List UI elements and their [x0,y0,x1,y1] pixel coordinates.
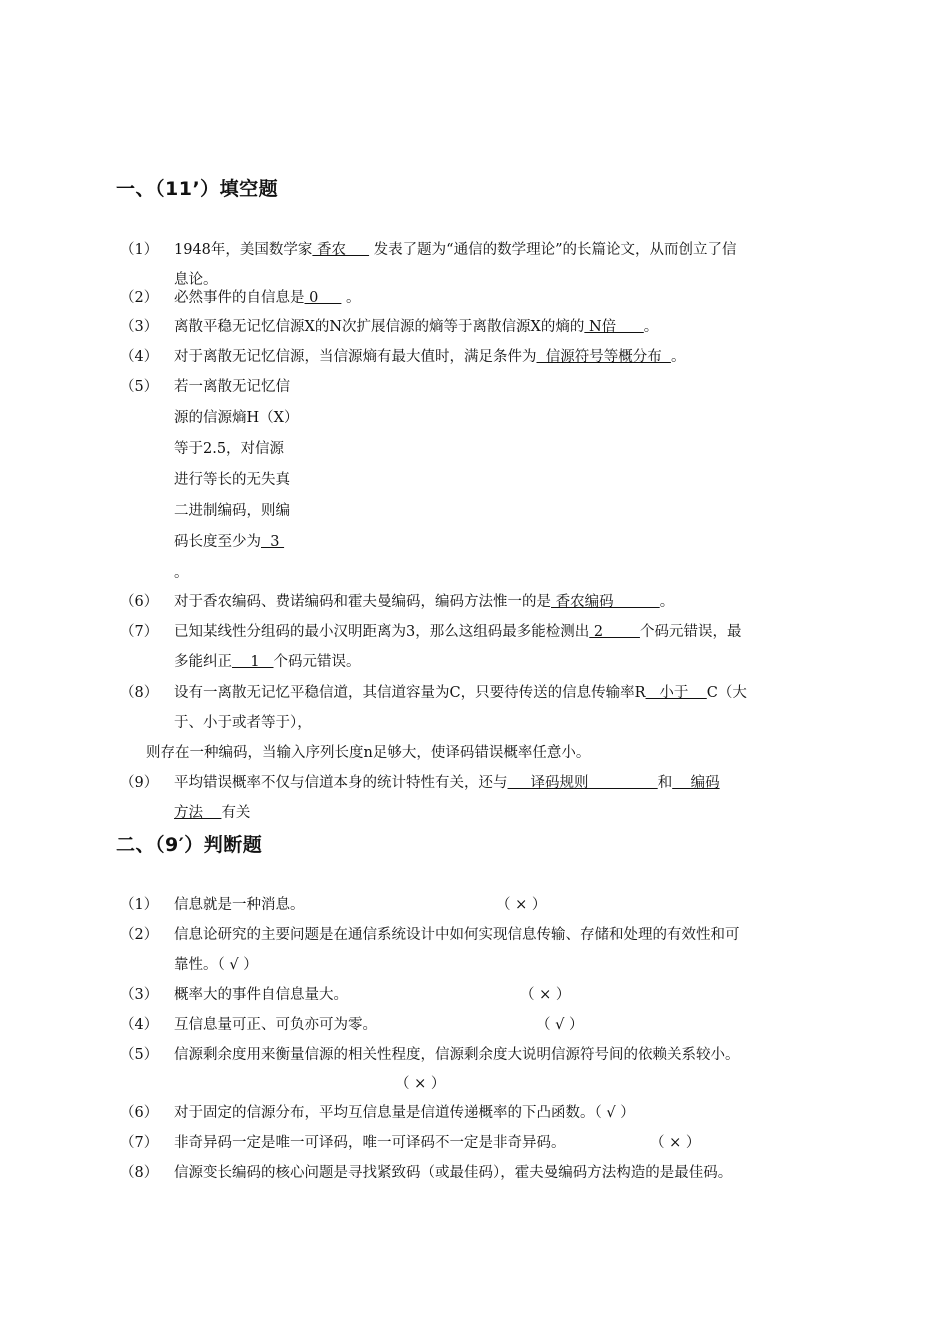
question-text: 源的信源熵H（X） [174,410,299,426]
question-text: 互信息量可正、可负亦可为零。 [174,1017,377,1033]
question-number: （5） [120,379,159,395]
question-number: （3） [120,319,159,335]
question-text: 设有一离散无记忆平稳信道，其信道容量为C，只要待传送的信息传输率R [174,685,646,701]
question-number: （7） [120,624,159,640]
section-title-true-false: 二、（9′）判断题 [116,834,263,856]
question-text: 于、小于或者等于）， [174,715,312,731]
question-text: 已知某线性分组码的最小汉明距离为3，那么这组码最多能检测出 [174,624,590,640]
question-text: 则存在一种编码，当输入序列长度n足够大，使译码错误概率任意小。 [146,745,591,761]
question-text: 多能纠正 [174,654,232,670]
question-number: （1） [120,897,159,913]
section-title-fill-in: 一、（11’）填空题 [116,178,279,200]
question-text: C（大 [706,685,747,701]
question-number: （8） [120,685,159,701]
answer-blank: 2 [589,624,640,640]
question-text: 。 [346,290,361,306]
answer-blank: 编码 [672,775,720,791]
question-text: 码长度至少为 [174,534,261,550]
question-text: 和 [657,775,673,791]
question-number: （6） [120,1105,159,1121]
question-text: 平均错误概率不仅与信道本身的统计特性有关，还与 [174,775,508,791]
answer-blank: 香农编码 [551,594,660,610]
question-number: （4） [120,1017,159,1033]
judge-answer: （ × ） [496,897,547,913]
question-text: 1948年，美国数学家 [174,242,313,258]
judge-answer: （ × ） [520,987,571,1003]
question-text: 必然事件的自信息是 [174,290,305,306]
question-text: 概率大的事件自信息量大。 [174,987,348,1003]
question-text: 靠性。（ √ ） [174,957,258,973]
question-number: （4） [120,349,159,365]
question-text: 个码元错误。 [273,654,361,670]
judge-answer: （ × ） [395,1076,446,1092]
answer-blank: 译码规则 [507,775,658,791]
question-text: 进行等长的无失真 [174,472,290,488]
question-text: 对于离散无记忆信源，当信源熵有最大值时，满足条件为 [174,349,537,365]
question-number: （3） [120,987,159,1003]
answer-blank: 3 [261,534,285,550]
question-number: （2） [120,927,159,943]
question-number: （5） [120,1047,159,1063]
answer-blank: 0 [304,290,342,306]
question-text: 。 [670,349,686,365]
question-text: 。 [643,319,659,335]
question-text: 若一离散无记忆信 [174,379,290,395]
answer-blank: 1 [232,654,274,670]
question-text: 。 [659,594,675,610]
question-text: 信源剩余度用来衡量信源的相关性程度，信源剩余度大说明信源符号间的依赖关系较小。 [174,1047,740,1063]
question-text: 信息论研究的主要问题是在通信系统设计中如何实现信息传输、存储和处理的有效性和可 [174,927,740,943]
answer-blank: 方法 [174,805,222,821]
question-text: 。 [174,565,189,581]
answer-blank: N倍 [584,319,644,335]
answer-blank: 香农 [312,242,370,258]
question-text: 等于2.5，对信源 [174,441,285,457]
answer-blank: 小于 [645,685,707,701]
question-number: （6） [120,594,159,610]
judge-answer: （ √ ） [536,1017,584,1033]
question-number: （8） [120,1165,159,1181]
question-number: （7） [120,1135,159,1151]
judge-answer: （ × ） [650,1135,701,1151]
question-number: （1） [120,242,159,258]
question-text: 非奇异码一定是唯一可译码，唯一可译码不一定是非奇异码。 [174,1135,566,1151]
question-number: （2） [120,290,159,306]
question-text: 有关 [221,805,251,821]
question-text: 息论。 [174,272,218,288]
question-text: 个码元错误，最 [639,624,742,640]
question-text: 信源变长编码的核心问题是寻找紧致码（或最佳码），霍夫曼编码方法构造的是最佳码。 [174,1165,733,1181]
question-text: 二进制编码，则编 [174,503,290,519]
question-text: 发表了题为“通信的数学理论”的长篇论文，从而创立了信 [373,242,737,258]
question-text: 对于香农编码、费诺编码和霍夫曼编码，编码方法惟一的是 [174,594,551,610]
answer-blank: 信源符号等概分布 [536,349,671,365]
question-text: 信息就是一种消息。 [174,897,305,913]
question-text: 对于固定的信源分布，平均互信息量是信道传递概率的下凸函数。（ √ ） [174,1105,635,1121]
question-text: 离散平稳无记忆信源X的N次扩展信源的熵等于离散信源X的熵的 [174,319,585,335]
question-number: （9） [120,775,159,791]
